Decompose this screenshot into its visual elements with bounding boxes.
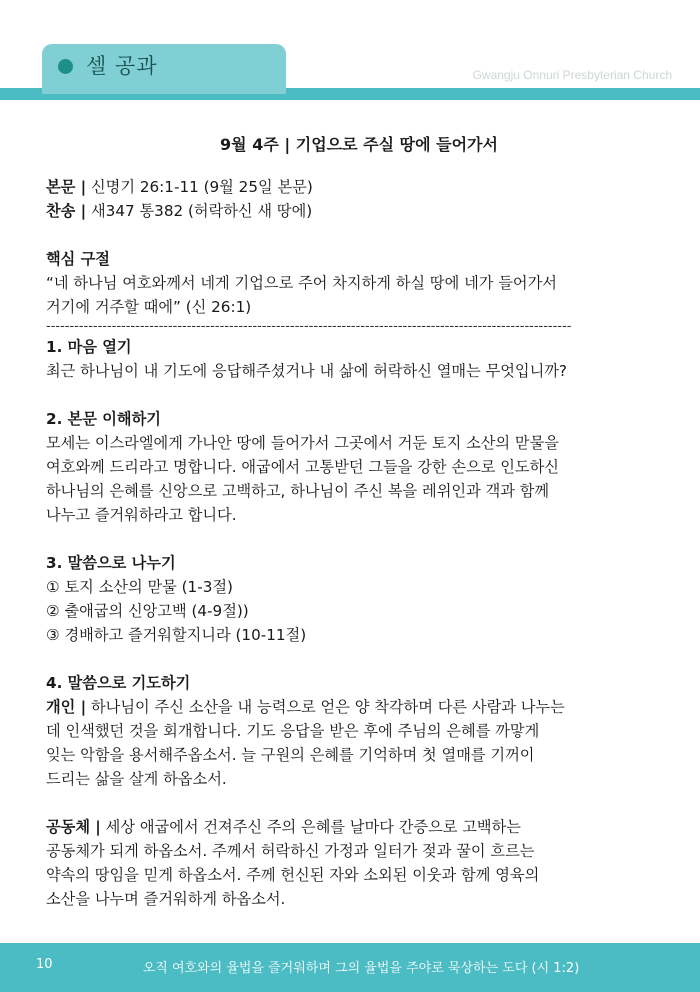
section-text: 모세는 이스라엘에게 가나안 땅에 들어가서 그곳에서 거둔 토지 소산의 맏물을 (46, 434, 559, 452)
hymn-line (46, 199, 672, 223)
footer-verse: 오직 여호와의 율법을 즐거워하며 그의 율법을 주야로 묵상하는 도다 (시 1:2) (142, 961, 580, 976)
scripture-text: 신명기 26:1-11 (9월 25일 본문) (86, 178, 313, 196)
prayer-text: 소산을 나누며 즐거워하게 하옵소서. (46, 890, 286, 908)
section-heading: 2. 본문 이해하기 (46, 410, 161, 428)
church-name: Gwangju Onnuri Presbyterian Church (472, 68, 672, 82)
page-number: 10 (36, 957, 53, 972)
prayer-line (46, 815, 672, 839)
community-label: 공동체 | (46, 818, 101, 836)
divider: ---------------------------------------------------------------------------------------------------------------- (46, 319, 572, 334)
list-item: ① 토지 소산의 맏물 (1-3절) (46, 578, 233, 596)
scripture-line (46, 175, 672, 199)
prayer-text: 공동체가 되게 하옵소서. 주께서 허락하신 가정과 일터가 젖과 꿀이 흐르는 (46, 842, 535, 860)
section-heading: 1. 마음 열기 (46, 338, 132, 356)
prayer-text: 잊는 악함을 용서해주옵소서. 늘 구원의 은혜를 기억하며 첫 열매를 기꺼이 (46, 746, 535, 764)
personal-label: 개인 | (46, 698, 87, 716)
footer-bar (0, 943, 700, 992)
prayer-line (46, 695, 672, 719)
prayer-text: 드리는 삶을 살게 하옵소서. (46, 770, 227, 788)
bullet-dot-icon (58, 59, 73, 74)
section-text: 여호와께 드리라고 명합니다. 애굽에서 고통받던 그들을 강한 손으로 인도하신 (46, 458, 559, 476)
section-text: 최근 하나님이 내 기도에 응답해주셨거나 내 삶에 허락하신 열매는 무엇입니까? (46, 362, 567, 380)
key-verse-heading: 핵심 구절 (46, 250, 110, 268)
list-item: ② 출애굽의 신앙고백 (4-9절)) (46, 602, 249, 620)
key-verse-line: “네 하나님 여호와께서 네게 기업으로 주어 차지하게 하실 땅에 네가 들어가서 (46, 274, 557, 292)
scripture-label: 본문 | (46, 178, 87, 196)
section-heading: 3. 말씀으로 나누기 (46, 554, 176, 572)
section-title: 셀 공과 (86, 54, 158, 78)
prayer-text: 약속의 땅임을 믿게 하옵소서. 주께 헌신된 자와 소외된 이웃과 함께 영육의 (46, 866, 540, 884)
header-tab (42, 44, 286, 94)
lesson-title: 9월 4주 | 기업으로 주실 땅에 들어가서 (220, 135, 498, 154)
prayer-text: 하나님이 주신 소산을 내 능력으로 얻은 양 착각하며 다른 사람과 나누는 (86, 698, 565, 716)
key-verse-line: 거기에 거주할 때에” (신 26:1) (46, 298, 252, 316)
list-item: ③ 경배하고 즐거워할지니라 (10-11절) (46, 626, 307, 644)
section-text: 나누고 즐거워하라고 합니다. (46, 506, 237, 524)
section-text: 하나님의 은혜를 신앙으로 고백하고, 하나님이 주신 복을 레위인과 객과 함께 (46, 482, 550, 500)
prayer-text: 데 인색했던 것을 회개합니다. 기도 응답을 받은 후에 주님의 은혜를 까맣게 (46, 722, 540, 740)
section-heading: 4. 말씀으로 기도하기 (46, 674, 191, 692)
hymn-label: 찬송 | (46, 202, 87, 220)
lesson-content (46, 133, 672, 911)
hymn-text: 새347 통382 (허락하신 새 땅에) (86, 202, 313, 220)
prayer-text: 세상 애굽에서 건져주신 주의 은혜를 날마다 간증으로 고백하는 (100, 818, 521, 836)
